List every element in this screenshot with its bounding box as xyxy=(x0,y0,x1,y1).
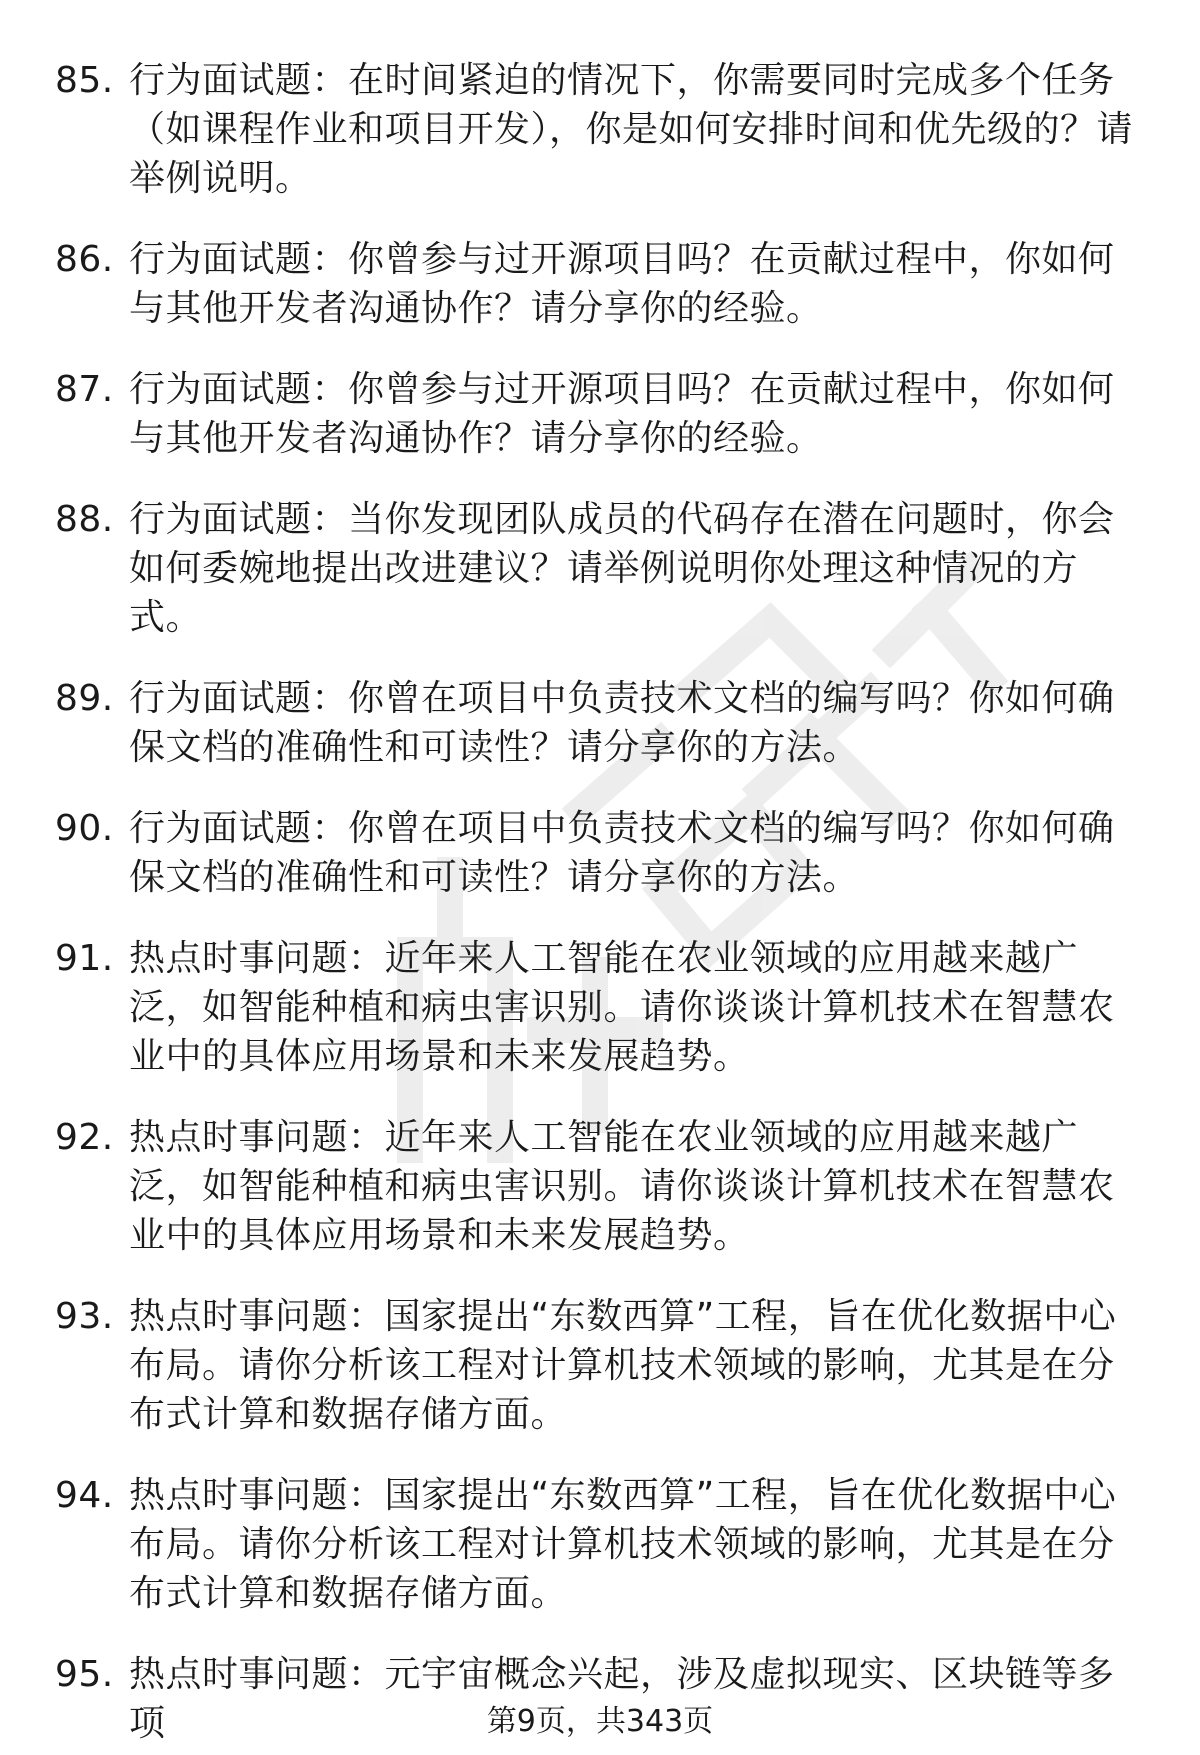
question-text: 行为面试题：你曾参与过开源项目吗？在贡献过程中，你如何与其他开发者沟通协作？请分享你的经验。 xyxy=(129,239,1115,329)
question-number: 87. xyxy=(55,369,114,410)
question-number: 89. xyxy=(55,678,114,719)
question-number: 93. xyxy=(55,1296,114,1337)
list-item xyxy=(55,934,1140,1081)
question-text: 行为面试题：你曾在项目中负责技术文档的编写吗？你如何确保文档的准确性和可读性？请分享你的方法。 xyxy=(129,808,1115,898)
question-text: 行为面试题：你曾参与过开源项目吗？在贡献过程中，你如何与其他开发者沟通协作？请分享你的经验。 xyxy=(129,369,1115,459)
question-number: 95. xyxy=(55,1654,114,1695)
list-item xyxy=(55,235,1140,333)
list-item xyxy=(55,365,1140,463)
question-number: 94. xyxy=(55,1475,114,1516)
list-item xyxy=(55,495,1140,642)
list-item xyxy=(55,804,1140,902)
question-number: 91. xyxy=(55,938,114,979)
question-text: 行为面试题：在时间紧迫的情况下，你需要同时完成多个任务（如课程作业和项目开发），你是如何安排时间和优先级的？请举例说明。 xyxy=(129,60,1134,199)
question-text: 热点时事问题：国家提出“东数西算”工程，旨在优化数据中心布局。请你分析该工程对计算机技术领域的影响，尤其是在分布式计算和数据存储方面。 xyxy=(129,1296,1117,1435)
question-text: 热点时事问题：近年来人工智能在农业领域的应用越来越广泛，如智能种植和病虫害识别。请你谈谈计算机技术在智慧农业中的具体应用场景和未来发展趋势。 xyxy=(129,938,1115,1077)
list-item xyxy=(55,1292,1140,1439)
question-number: 86. xyxy=(55,239,114,280)
question-text: 热点时事问题：近年来人工智能在农业领域的应用越来越广泛，如智能种植和病虫害识别。请你谈谈计算机技术在智慧农业中的具体应用场景和未来发展趋势。 xyxy=(129,1117,1115,1256)
list-item xyxy=(55,56,1140,203)
question-number: 85. xyxy=(55,60,114,101)
question-number: 92. xyxy=(55,1117,114,1158)
question-text: 热点时事问题：国家提出“东数西算”工程，旨在优化数据中心布局。请你分析该工程对计算机技术领域的影响，尤其是在分布式计算和数据存储方面。 xyxy=(129,1475,1117,1614)
list-item xyxy=(55,1113,1140,1260)
list-item xyxy=(55,674,1140,772)
question-text: 行为面试题：你曾在项目中负责技术文档的编写吗？你如何确保文档的准确性和可读性？请分享你的方法。 xyxy=(129,678,1115,768)
question-text: 热点时事问题：元宇宙概念兴起，涉及虚拟现实、区块链等多项 xyxy=(129,1654,1115,1744)
page-number: 第9页，共343页 xyxy=(486,1704,714,1739)
list-item xyxy=(55,1471,1140,1618)
question-list xyxy=(0,56,1200,1744)
question-number: 90. xyxy=(55,808,114,849)
question-number: 88. xyxy=(55,499,114,540)
question-text: 行为面试题：当你发现团队成员的代码存在潜在问题时，你会如何委婉地提出改进建议？请举例说明你处理这种情况的方式。 xyxy=(129,499,1115,638)
